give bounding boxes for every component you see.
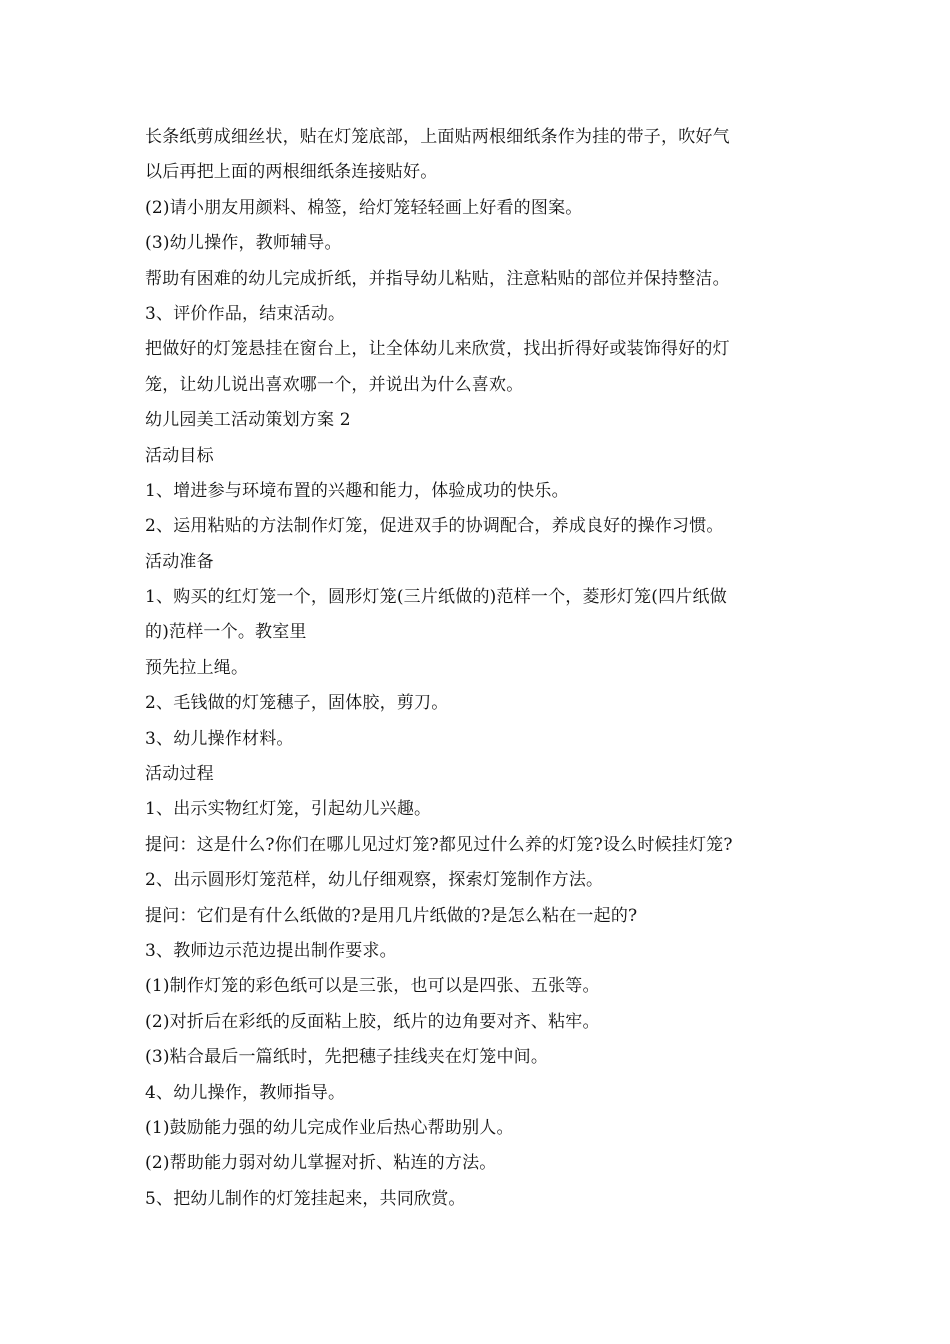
paragraph-line: (1)制作灯笼的彩色纸可以是三张，也可以是四张、五张等。 — [145, 976, 600, 997]
paragraph-line: 预先拉上绳。 — [145, 657, 249, 678]
section-title: 幼儿园美工活动策划方案 2 — [145, 410, 351, 431]
paragraph-line: (2)对折后在彩纸的反面粘上胶，纸片的边角要对齐、粘牢。 — [145, 1011, 600, 1032]
paragraph-line: 提问：这是什么?你们在哪儿见过灯笼?都见过什么养的灯笼?设么时候挂灯笼? — [145, 834, 733, 855]
section-heading: 活动目标 — [145, 445, 214, 466]
document-body — [145, 120, 810, 1217]
paragraph-line: 2、毛钱做的灯笼穗子，固体胶，剪刀。 — [145, 693, 449, 714]
paragraph-line: 2、运用粘贴的方法制作灯笼，促进双手的协调配合，养成良好的操作习惯。 — [145, 516, 724, 537]
paragraph-line: 1、购买的红灯笼一个，圆形灯笼(三片纸做的)范样一个，菱形灯笼(四片纸做 — [145, 587, 727, 608]
paragraph-line: 1、出示实物红灯笼，引起幼儿兴趣。 — [145, 799, 432, 820]
paragraph-line: 2、出示圆形灯笼范样，幼儿仔细观察，探索灯笼制作方法。 — [145, 870, 604, 891]
paragraph-line: 5、把幼儿制作的灯笼挂起来，共同欣赏。 — [145, 1188, 466, 1209]
paragraph-line: 长条纸剪成细丝状，贴在灯笼底部，上面贴两根细纸条作为挂的带子，吹好气 — [145, 127, 730, 147]
paragraph-line: (3)幼儿操作，教师辅导。 — [145, 233, 342, 254]
paragraph-line: (2)请小朋友用颜料、棉签，给灯笼轻轻画上好看的图案。 — [145, 197, 583, 218]
paragraph-line: 提问：它们是有什么纸做的?是用几片纸做的?是怎么粘在一起的? — [145, 905, 638, 926]
paragraph-line: 帮助有困难的幼儿完成折纸，并指导幼儿粘贴，注意粘贴的部位并保持整洁。 — [145, 268, 730, 289]
paragraph-line: 1、增进参与环境布置的兴趣和能力，体验成功的快乐。 — [145, 480, 569, 501]
paragraph-line: 把做好的灯笼悬挂在窗台上，让全体幼儿来欣赏，找出折得好或装饰得好的灯 — [145, 339, 730, 360]
paragraph-line: (1)鼓励能力强的幼儿完成作业后热心帮助别人。 — [145, 1117, 514, 1138]
paragraph-line: (3)粘合最后一篇纸时，先把穗子挂线夹在灯笼中间。 — [145, 1047, 549, 1068]
paragraph-line: 4、幼儿操作，教师指导。 — [145, 1082, 346, 1103]
paragraph-line: 以后再把上面的两根细纸条连接贴好。 — [145, 162, 438, 183]
section-heading: 活动过程 — [145, 764, 214, 785]
paragraph-line: 的)范样一个。教室里 — [145, 622, 307, 643]
paragraph-line: 3、评价作品，结束活动。 — [145, 303, 346, 324]
paragraph-line: 3、幼儿操作材料。 — [145, 728, 294, 749]
paragraph-line: 笼，让幼儿说出喜欢哪一个，并说出为什么喜欢。 — [145, 374, 524, 395]
paragraph-line: (2)帮助能力弱对幼儿掌握对折、粘连的方法。 — [145, 1153, 497, 1174]
section-heading: 活动准备 — [145, 551, 214, 572]
paragraph-line: 3、教师边示范边提出制作要求。 — [145, 940, 397, 961]
